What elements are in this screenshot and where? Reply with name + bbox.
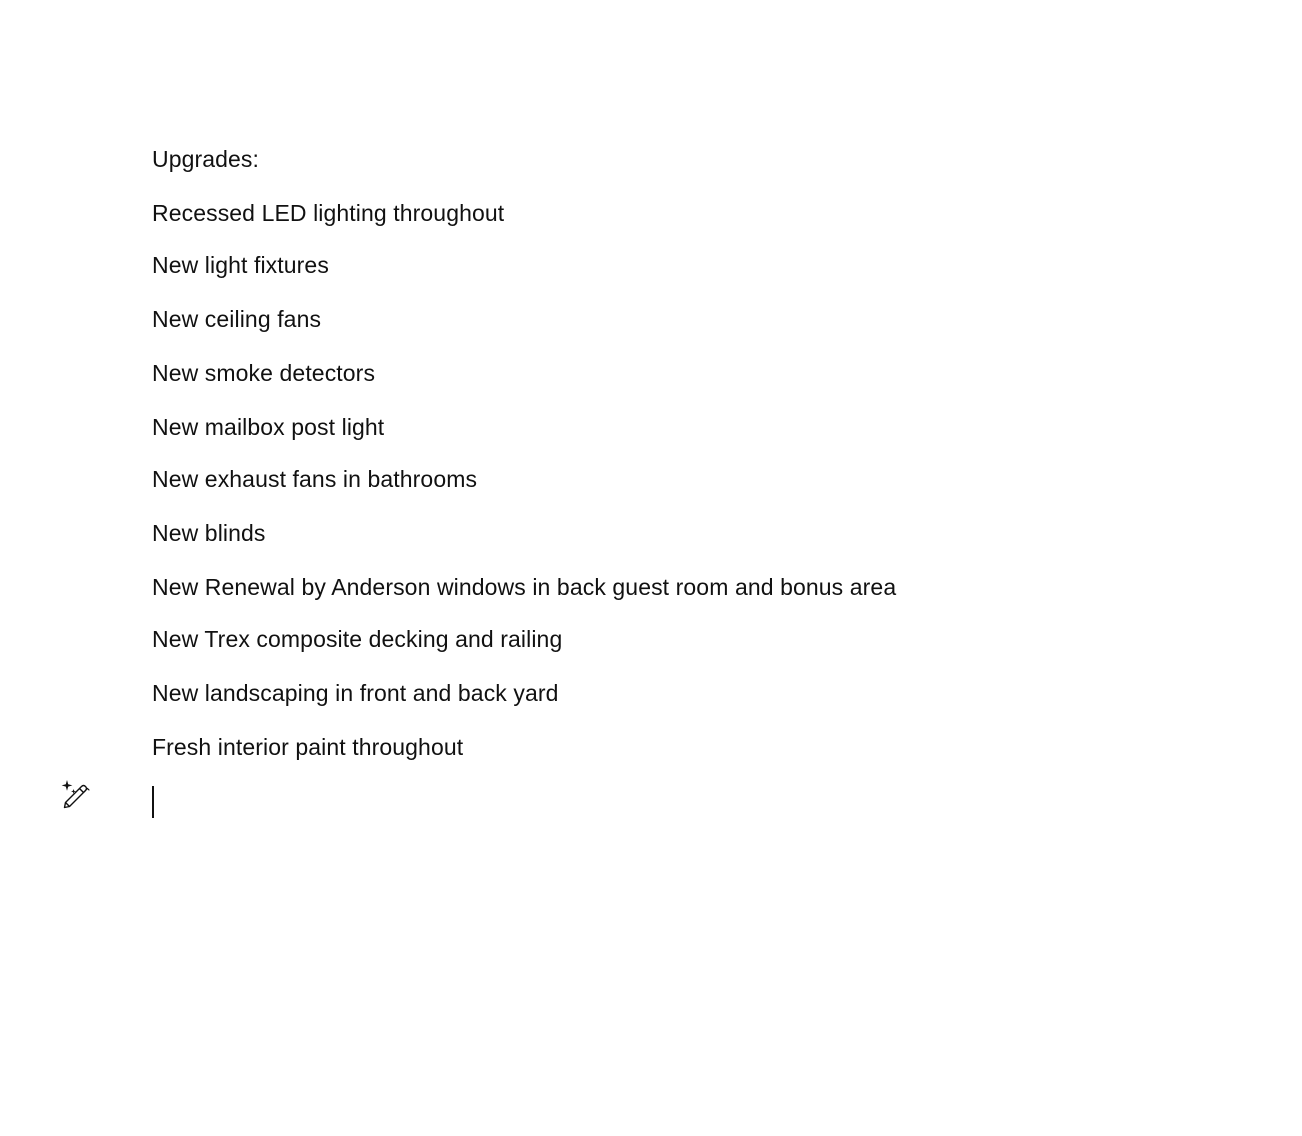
paragraph-item[interactable]: New exhaust fans in bathrooms [152,466,478,492]
paragraph-item[interactable]: New Renewal by Anderson windows in back guest room and bonus area [152,574,897,600]
paragraph-item[interactable]: Recessed LED lighting throughout [152,200,505,226]
text-cursor [152,786,154,818]
paragraph-item[interactable]: New smoke detectors [152,360,376,386]
paragraph-item[interactable]: Fresh interior paint throughout [152,734,464,760]
paragraph-item[interactable]: New Trex composite decking and railing [152,626,563,652]
paragraph-item[interactable]: New ceiling fans [152,306,322,332]
copilot-sparkle-pen-icon[interactable] [58,778,92,812]
empty-paragraph[interactable] [152,786,1232,818]
paragraph-item[interactable]: New blinds [152,520,266,546]
paragraph-item[interactable]: New mailbox post light [152,414,385,440]
document-body[interactable] [152,143,1232,785]
paragraph-item[interactable]: New landscaping in front and back yard [152,680,559,706]
paragraph-item[interactable]: New light fixtures [152,252,329,278]
paragraph-heading-upgrades[interactable]: Upgrades: [152,146,260,172]
copilot-sparkle-pen-svg [58,778,92,812]
